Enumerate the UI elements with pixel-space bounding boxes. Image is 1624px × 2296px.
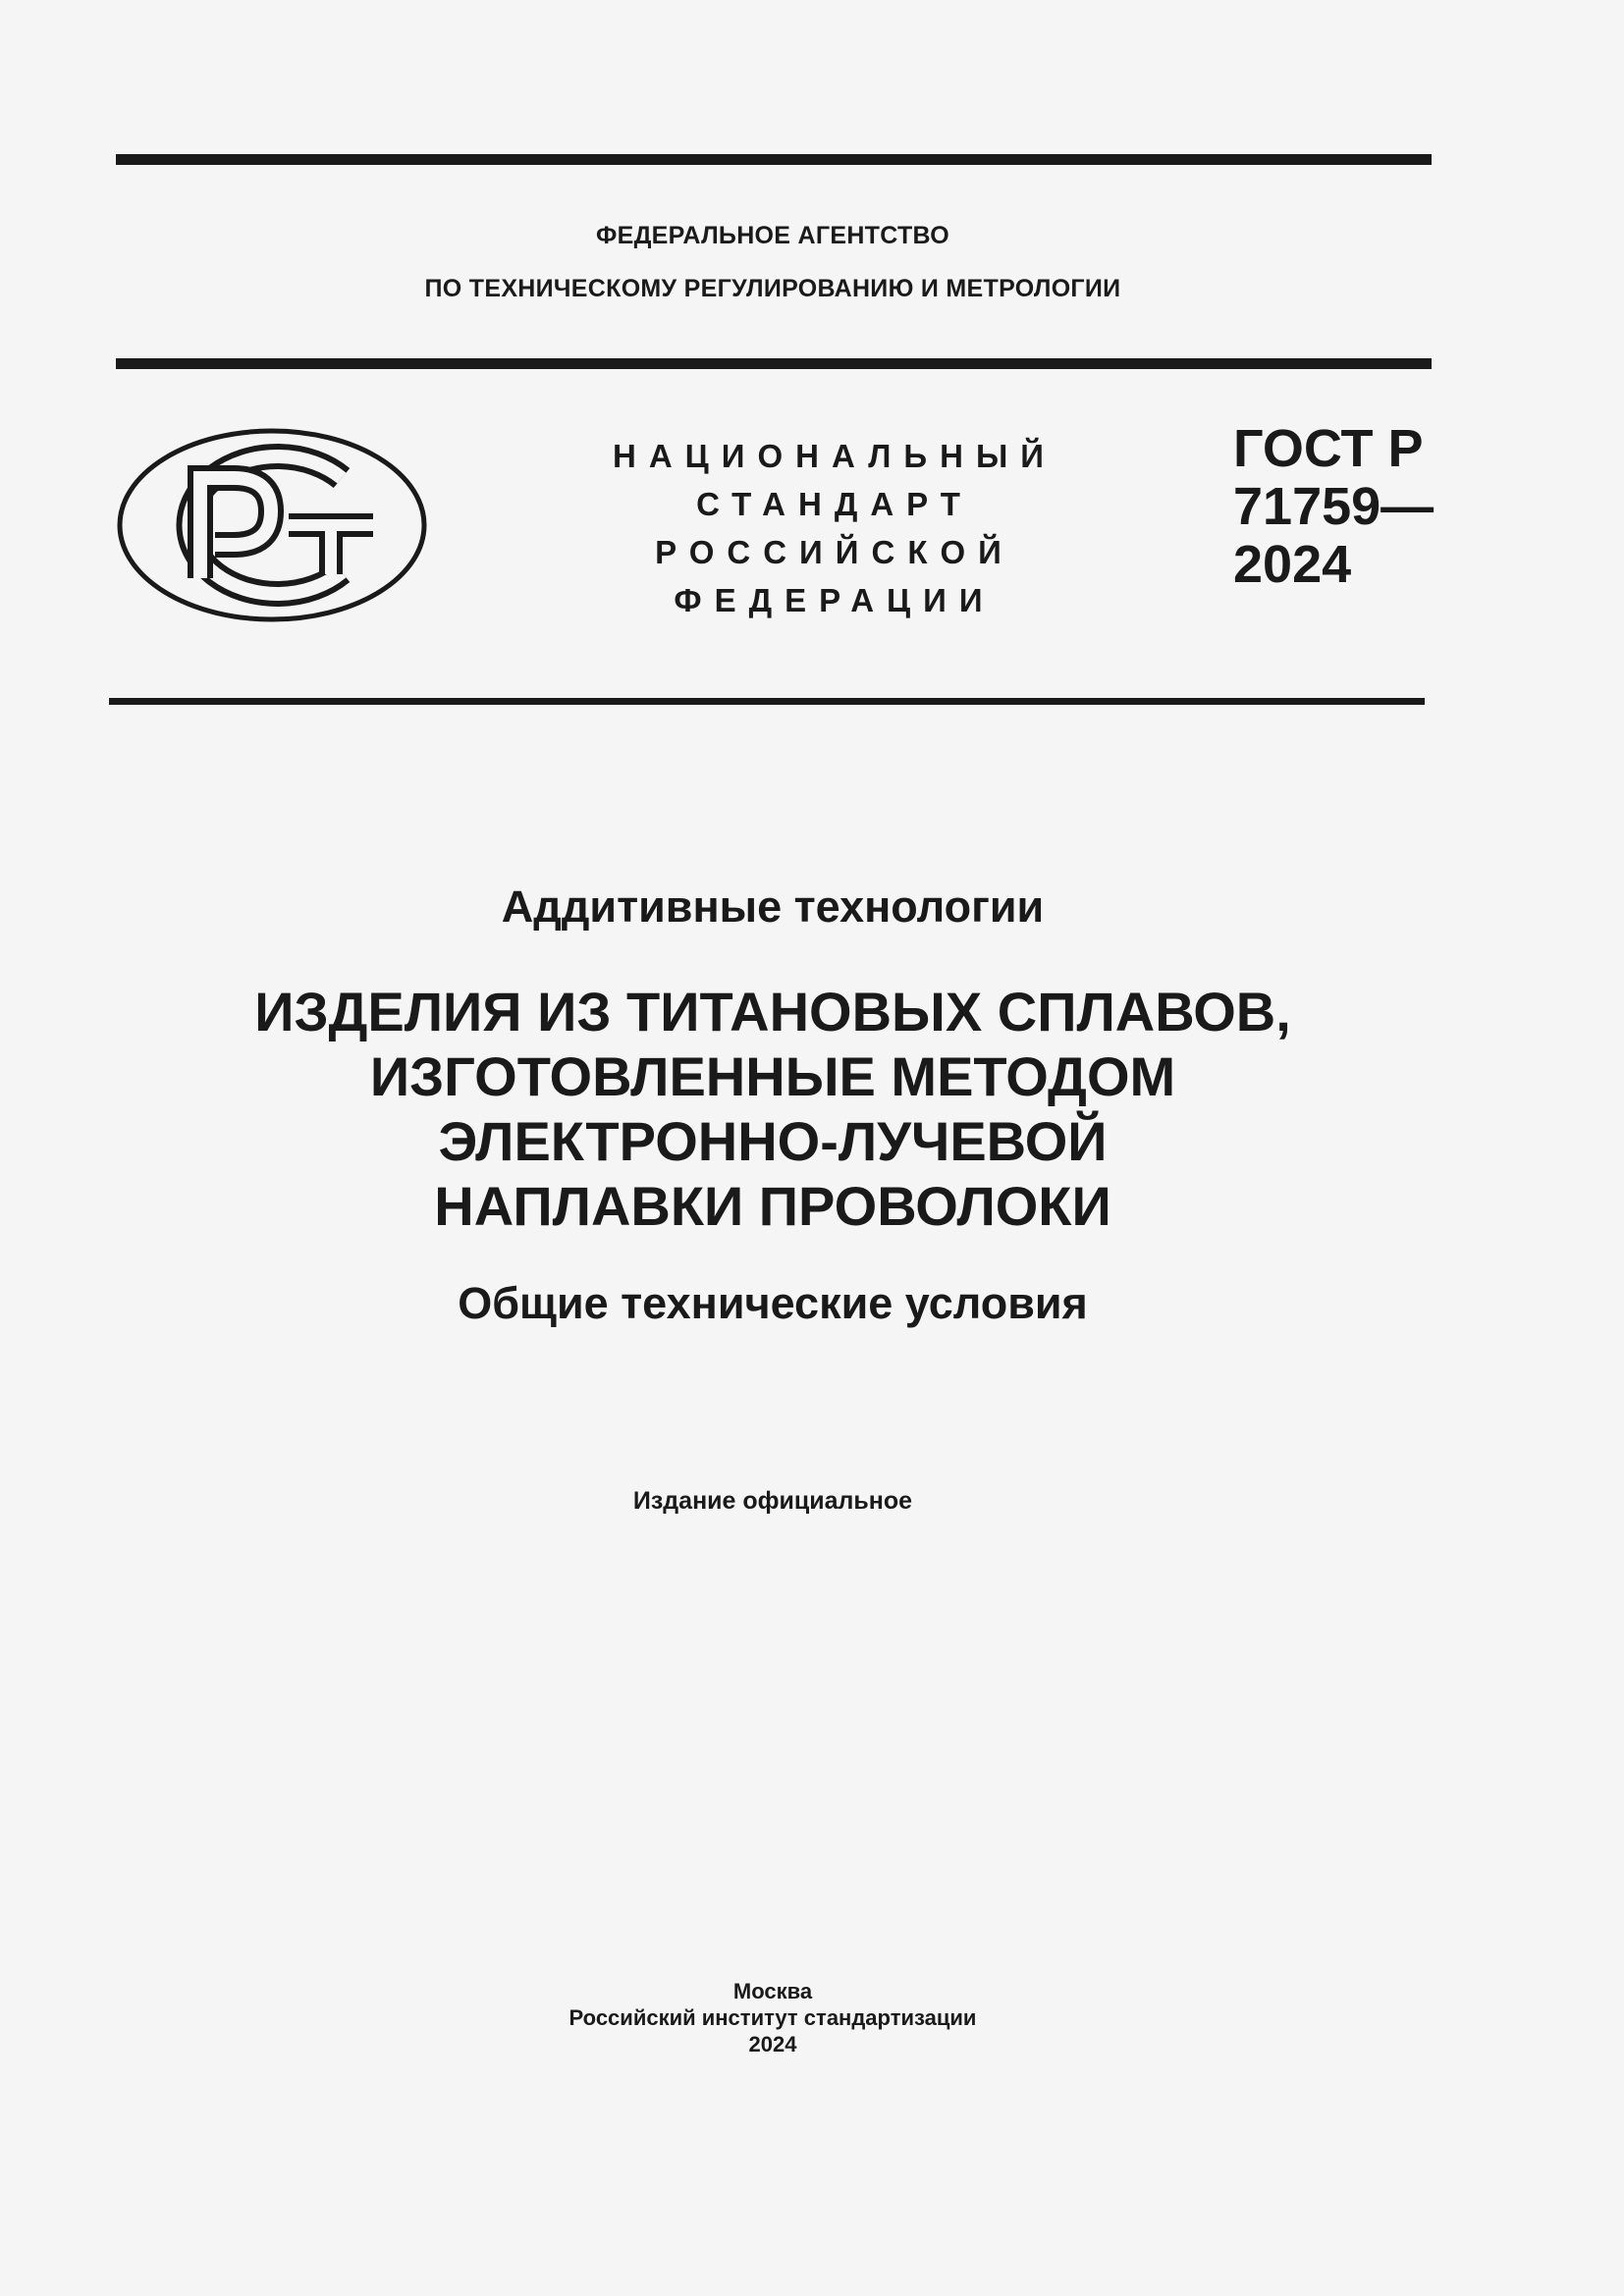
standard-number-line: 71759— [1233, 477, 1435, 536]
edition-label: Издание официальное [632, 1487, 913, 1515]
imprint-year: 2024 [748, 2032, 797, 2056]
document-subtitle: Общие технические условия [458, 1278, 1088, 1328]
document-title-line: ИЗДЕЛИЯ ИЗ ТИТАНОВЫХ СПЛАВОВ, [254, 981, 1291, 1042]
standard-type-line: РОССИЙСКОЙ [655, 534, 1014, 570]
top-divider [116, 154, 1432, 165]
standard-number [1233, 420, 1434, 594]
document-title-line: ИЗГОТОВЛЕННЫЕ МЕТОДОМ [369, 1045, 1176, 1107]
standard-type [589, 432, 1080, 624]
standard-type-line: НАЦИОНАЛЬНЫЙ [613, 438, 1056, 474]
agency-name-line-2: ПО ТЕХНИЧЕСКОМУ РЕГУЛИРОВАНИЮ И МЕТРОЛОГИИ [424, 275, 1121, 302]
imprint-publisher: Российский институт стандартизации [568, 2005, 977, 2030]
standard-type-line: СТАНДАРТ [696, 486, 973, 522]
header-divider [116, 358, 1432, 369]
imprint-city: Москва [732, 1979, 813, 2003]
document-subject: Аддитивные технологии [501, 881, 1045, 932]
agency-name-line-1: ФЕДЕРАЛЬНОЕ АГЕНТСТВО [595, 222, 950, 249]
standard-number-line: ГОСТ Р [1233, 419, 1424, 478]
document-title-line: НАПЛАВКИ ПРОВОЛОКИ [434, 1175, 1111, 1237]
imprint [0, 1978, 1545, 2057]
document-title-line: ЭЛЕКТРОННО-ЛУЧЕВОЙ [438, 1110, 1108, 1172]
header-bottom-divider [109, 698, 1425, 705]
rst-conformity-mark-icon [116, 427, 428, 623]
standard-number-line: 2024 [1233, 535, 1352, 594]
document-title [0, 980, 1545, 1239]
standard-type-line: ФЕДЕРАЦИИ [674, 582, 996, 618]
